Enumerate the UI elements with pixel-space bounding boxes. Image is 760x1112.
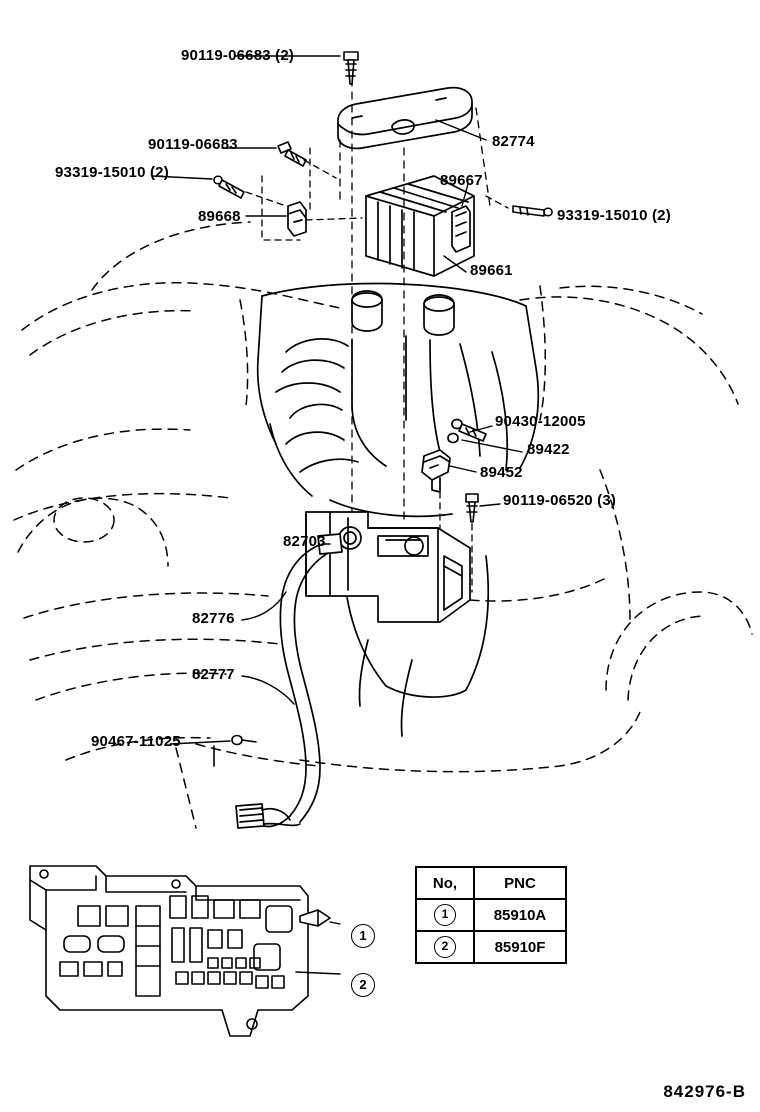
part-label-89668: 89668: [198, 208, 241, 225]
callout-marker-1: 1: [351, 924, 375, 948]
part-label-93319-15010-right: 93319-15010 (2): [557, 207, 671, 224]
circled-number-1: 1: [434, 904, 456, 926]
row-pnc-2: 85910F: [474, 931, 566, 963]
header-no: No,: [416, 867, 474, 899]
callout-marker-2: 2: [351, 973, 375, 997]
pnc-legend-table: [415, 866, 567, 964]
part-label-82703: 82703: [283, 533, 326, 550]
row-pnc-1: 85910A: [474, 899, 566, 931]
part-label-82776: 82776: [192, 610, 235, 627]
row-no-1: [416, 899, 474, 931]
table-row: [416, 899, 566, 931]
row-no-2: [416, 931, 474, 963]
part-label-89452: 89452: [480, 464, 523, 481]
part-label-89661: 89661: [470, 262, 513, 279]
part-label-90119-06683-2: 90119-06683 (2): [181, 47, 295, 64]
part-label-89667: 89667: [440, 172, 483, 189]
circled-number-2: 2: [434, 936, 456, 958]
header-pnc: PNC: [474, 867, 566, 899]
table-row: [416, 931, 566, 963]
part-label-89422: 89422: [527, 441, 570, 458]
part-label-82774: 82774: [492, 133, 535, 150]
part-label-82777: 82777: [192, 666, 235, 683]
part-label-90430-12005: 90430-12005: [495, 413, 586, 430]
part-label-90467-11025: 90467-11025: [91, 733, 181, 750]
table-header-row: [416, 867, 566, 899]
part-label-93319-15010-left: 93319-15010 (2): [55, 164, 169, 181]
part-label-90119-06520-3: 90119-06520 (3): [503, 492, 617, 509]
drawing-number: 842976-B: [663, 1082, 746, 1101]
part-label-90119-06683: 90119-06683: [148, 136, 238, 153]
